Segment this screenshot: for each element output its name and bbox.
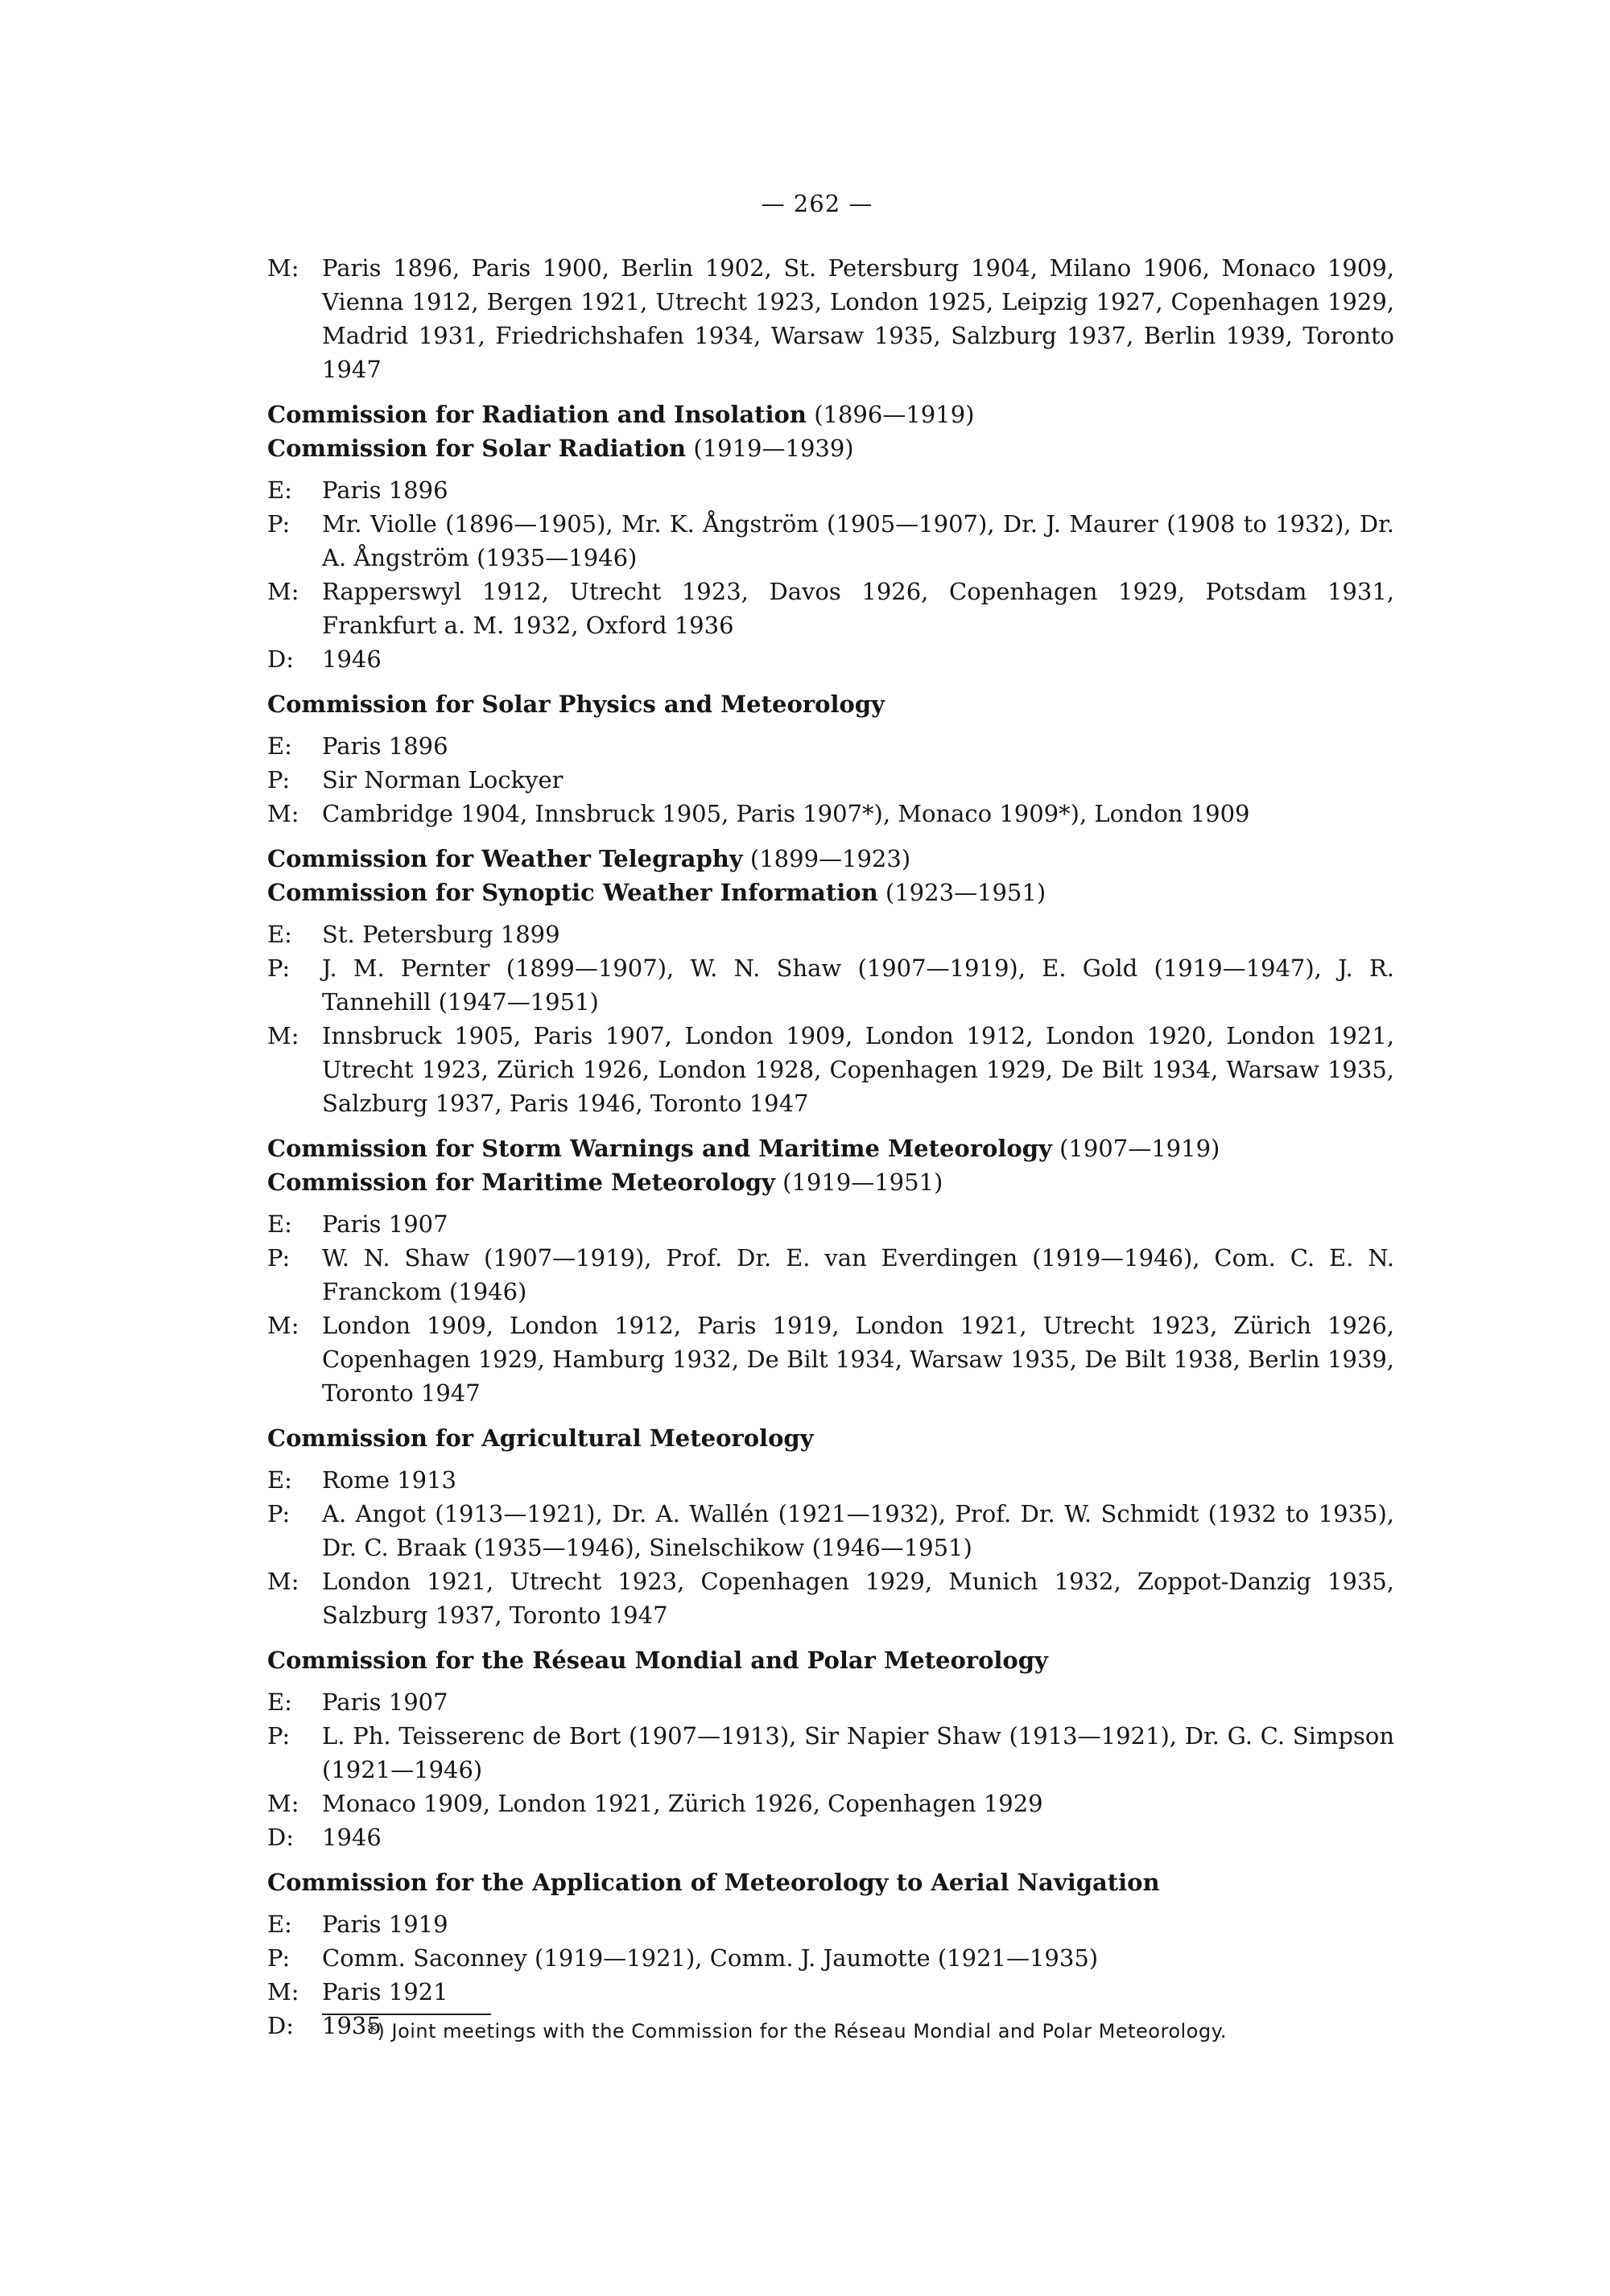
commission-heading	[267, 1421, 1394, 1455]
entry-key: D:	[267, 2012, 295, 2039]
entry-text: 1935	[322, 2012, 382, 2039]
commission-entry	[267, 1685, 1394, 1719]
entry-text: W. N. Shaw (1907—1919), Prof. Dr. E. van Everdingen (1919—1946), Com. C. E. N. Franckom (1946)	[322, 1244, 1394, 1305]
commission-entry	[267, 797, 1394, 831]
entry-text: Comm. Saconney (1919—1921), Comm. J. Jaumotte (1921—1935)	[322, 1944, 1099, 1972]
commission-entry	[267, 1907, 1394, 1941]
entry-text: J. M. Pernter (1899—1907), W. N. Shaw (1907—1919), E. Gold (1919—1947), J. R. Tannehill (1947—1951)	[322, 954, 1394, 1016]
heading-spacer	[267, 1199, 1394, 1207]
commission-title: Commission for Agricultural Meteorology	[267, 1424, 814, 1452]
entry-key: P:	[267, 1722, 291, 1750]
commission-section	[267, 1421, 1394, 1632]
heading-spacer	[267, 1677, 1394, 1685]
entry-text: St. Petersburg 1899	[322, 921, 560, 948]
commission-entry	[267, 1787, 1394, 1820]
entry-key: P:	[267, 1944, 291, 1972]
entry-key: M:	[267, 1790, 299, 1817]
heading-spacer	[267, 721, 1394, 729]
entry-key: M:	[267, 1022, 299, 1049]
commission-heading	[267, 1165, 1394, 1199]
entry-text: Paris 1907	[322, 1688, 448, 1716]
commission-sections	[267, 398, 1394, 2042]
entry-text: Paris 1896, Paris 1900, Berlin 1902, St. Petersburg 1904, Milano 1906, Monaco 1909, Vienna 1912, Bergen 1921, Utrecht 1923, London 1925, Leipzig 1927, Copenhagen 1929, Madrid 1931, Friedrichshafen 1934, Warsaw 1935, Salzburg 1937, Berlin 1939, Toronto 1947	[322, 254, 1394, 383]
commission-section	[267, 1643, 1394, 1854]
entry-key: P:	[267, 1244, 291, 1272]
commission-entry	[267, 729, 1394, 763]
entry-text: Paris 1919	[322, 1911, 448, 1938]
entry-text: London 1909, London 1912, Paris 1919, London 1921, Utrecht 1923, Zürich 1926, Copenhagen 1929, Hamburg 1932, De Bilt 1934, Warsaw 1935, De Bilt 1938, Berlin 1939, Toronto 1947	[322, 1312, 1394, 1407]
entry-text: London 1921, Utrecht 1923, Copenhagen 1929, Munich 1932, Zoppot-Danzig 1935, Salzburg 1937, Toronto 1947	[322, 1568, 1394, 1629]
entry-key: E:	[267, 476, 292, 504]
commission-title: Commission for Storm Warnings and Maritime Meteorology	[267, 1135, 1052, 1162]
commission-years: (1919—1951)	[782, 1169, 943, 1196]
commission-section	[267, 842, 1394, 1120]
commission-entry	[267, 642, 1394, 676]
commission-heading	[267, 1132, 1394, 1165]
commission-entry	[267, 917, 1394, 951]
commission-years: (1896—1919)	[814, 401, 975, 428]
commission-years: (1919—1939)	[693, 435, 854, 462]
commission-title: Commission for Solar Physics and Meteorology	[267, 690, 885, 718]
entry-key: E:	[267, 732, 292, 760]
commission-section	[267, 398, 1394, 676]
heading-spacer	[267, 465, 1394, 473]
commission-years: (1899—1923)	[749, 845, 911, 872]
commission-section	[267, 1865, 1394, 2042]
entry-text: Paris 1896	[322, 732, 448, 760]
entry-key: D:	[267, 645, 295, 673]
entry-key: M:	[267, 800, 299, 827]
heading-spacer	[267, 1899, 1394, 1907]
heading-spacer	[267, 1455, 1394, 1463]
commission-entry	[267, 1975, 1394, 2009]
entry-text: Paris 1896	[322, 476, 448, 504]
commission-title: Commission for Maritime Meteorology	[267, 1169, 775, 1196]
commission-entry	[267, 1309, 1394, 1410]
commission-entry	[267, 1241, 1394, 1309]
commission-entry	[267, 1019, 1394, 1120]
heading-spacer	[267, 909, 1394, 917]
entry-text: L. Ph. Teisserenc de Bort (1907—1913), Sir Napier Shaw (1913—1921), Dr. G. C. Simpson (1921—1946)	[322, 1722, 1394, 1783]
entry-text: Rome 1913	[322, 1466, 456, 1494]
commission-entry	[267, 473, 1394, 507]
entry-key: P:	[267, 954, 291, 982]
entry-key: P:	[267, 510, 291, 538]
commission-entry	[267, 951, 1394, 1019]
entry-text: Rapperswyl 1912, Utrecht 1923, Davos 1926, Copenhagen 1929, Potsdam 1931, Frankfurt a. M. 1932, Oxford 1936	[322, 578, 1394, 639]
footnote: *) Joint meetings with the Commission for the Réseau Mondial and Polar Meteorology.	[367, 2020, 1228, 2042]
commission-heading	[267, 1643, 1394, 1677]
commission-title: Commission for Solar Radiation	[267, 435, 687, 462]
entry-text: Paris 1921	[322, 1978, 448, 2005]
commission-entry	[267, 507, 1394, 575]
page-number: — 262 —	[761, 190, 873, 217]
entry-key: E:	[267, 921, 292, 948]
entry-key: E:	[267, 1466, 292, 1494]
commission-heading	[267, 431, 1394, 465]
commission-entry	[267, 575, 1394, 642]
entry-key: P:	[267, 766, 291, 794]
entry-text: Cambridge 1904, Innsbruck 1905, Paris 1907*), Monaco 1909*), London 1909	[322, 800, 1250, 827]
entry-text: 1946	[322, 645, 382, 673]
entry-key: P:	[267, 1500, 291, 1527]
document-body	[267, 251, 1394, 2042]
commission-title: Commission for Synoptic Weather Information	[267, 879, 878, 906]
commission-title: Commission for Radiation and Insolation	[267, 401, 807, 428]
entry-text: Innsbruck 1905, Paris 1907, London 1909, London 1912, London 1920, London 1921, Utrecht 1923, Zürich 1926, London 1928, Copenhagen 1929, De Bilt 1934, Warsaw 1935, Salzburg 1937, Paris 1946, Toronto 1947	[322, 1022, 1394, 1117]
commission-title: Commission for the Application of Meteorology to Aerial Navigation	[267, 1869, 1160, 1896]
entry-key: E:	[267, 1210, 292, 1238]
commission-entry	[267, 763, 1394, 797]
entry-key: E:	[267, 1688, 292, 1716]
commission-entry	[267, 1719, 1394, 1787]
entry-text: Sir Norman Lockyer	[322, 766, 564, 794]
footnote-rule	[322, 2014, 491, 2015]
entry-key: M:	[267, 1978, 299, 2005]
commission-years: (1907—1919)	[1059, 1135, 1220, 1162]
commission-heading	[267, 1865, 1394, 1899]
commission-entry	[267, 1463, 1394, 1497]
entry-key: E:	[267, 1911, 292, 1938]
entry-text: Mr. Violle (1896—1905), Mr. K. Ångström (1905—1907), Dr. J. Maurer (1908 to 1932), Dr. A. Ångström (1935—1946)	[322, 510, 1394, 571]
entry-key: D:	[267, 1824, 295, 1851]
commission-entry	[267, 1820, 1394, 1854]
commission-heading	[267, 398, 1394, 431]
commission-heading	[267, 876, 1394, 909]
entry-text: A. Angot (1913—1921), Dr. A. Wallén (1921—1932), Prof. Dr. W. Schmidt (1932 to 1935), Dr. C. Braak (1935—1946), Sinelschikow (1946—1951)	[322, 1500, 1394, 1561]
commission-years: (1923—1951)	[885, 879, 1046, 906]
meetings-entry	[267, 251, 1394, 386]
entry-key: M:	[267, 578, 299, 605]
commission-entry	[267, 1207, 1394, 1241]
commission-title: Commission for Weather Telegraphy	[267, 845, 743, 872]
entry-text: 1946	[322, 1824, 382, 1851]
commission-heading	[267, 842, 1394, 876]
entry-key: M:	[267, 1568, 299, 1595]
entry-key: M:	[267, 254, 299, 282]
entry-key: M:	[267, 1312, 299, 1339]
entry-text: Monaco 1909, London 1921, Zürich 1926, Copenhagen 1929	[322, 1790, 1043, 1817]
commission-heading	[267, 687, 1394, 721]
entry-text: Paris 1907	[322, 1210, 448, 1238]
commission-entry	[267, 1497, 1394, 1564]
commission-section	[267, 687, 1394, 831]
commission-title: Commission for the Réseau Mondial and Polar Meteorology	[267, 1647, 1048, 1674]
commission-section	[267, 1132, 1394, 1410]
commission-entry	[267, 1941, 1394, 1975]
commission-entry	[267, 1564, 1394, 1632]
